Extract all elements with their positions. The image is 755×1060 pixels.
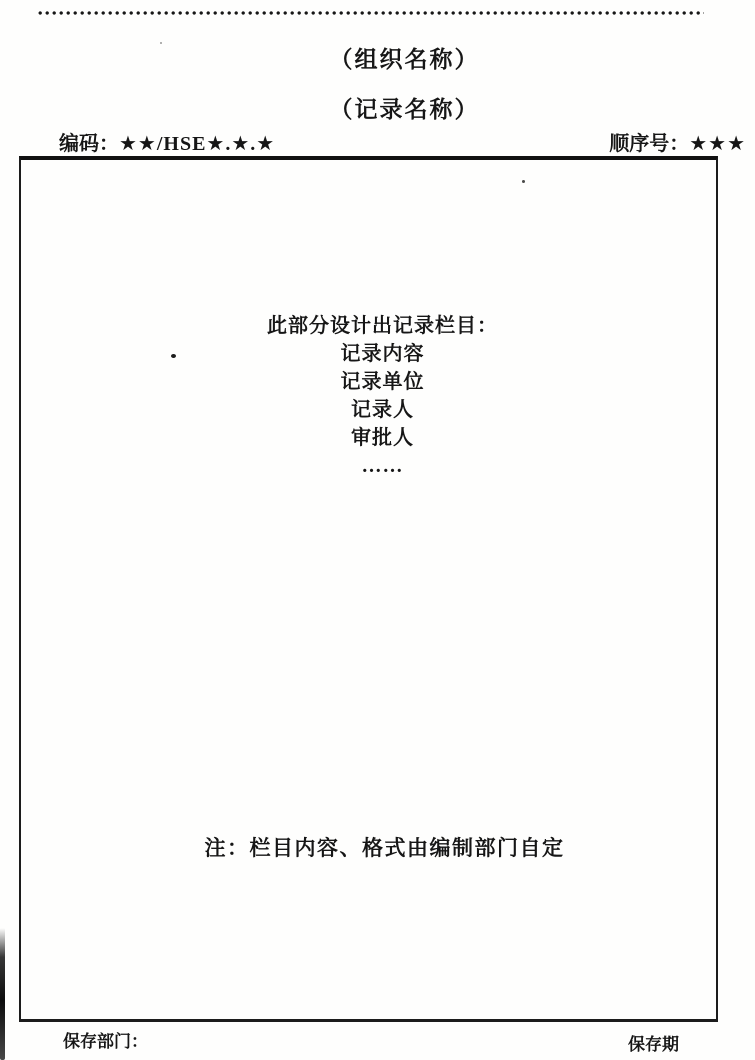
serial-label: 顺序号： — [609, 133, 690, 155]
record-column-item: 记录单位 — [340, 371, 425, 393]
code-field — [59, 127, 275, 156]
record-column-item: 记录内容 — [340, 343, 425, 365]
scan-smudge — [0, 928, 5, 1060]
record-column-item: 审批人 — [351, 427, 414, 449]
retention-period-field: 保存期 — [628, 1035, 679, 1054]
code-label: 编码： — [59, 133, 119, 155]
serial-number-field — [609, 127, 746, 156]
scan-speckle — [160, 42, 162, 44]
record-name-title: （记录名称） — [329, 97, 480, 122]
scan-speckle — [522, 180, 525, 183]
record-content-box — [19, 156, 718, 1022]
serial-value: ★★★ — [689, 133, 746, 155]
organization-name-title: （组织名称） — [329, 47, 480, 72]
scan-speckle — [171, 354, 176, 358]
box-heading: 此部分设计出记录栏目： — [267, 315, 498, 337]
record-column-item-ellipsis: …… — [361, 455, 404, 477]
code-serial-row — [0, 127, 755, 155]
perforation-dotted-line — [38, 10, 704, 16]
record-column-item: 记录人 — [351, 399, 414, 421]
record-columns-block — [35, 312, 730, 480]
note-line: 注：栏目内容、格式由编制部门自定 — [204, 836, 565, 860]
retention-department-field: 保存部门： — [63, 1032, 148, 1051]
code-value: ★★/HSE★.★.★ — [119, 133, 276, 155]
